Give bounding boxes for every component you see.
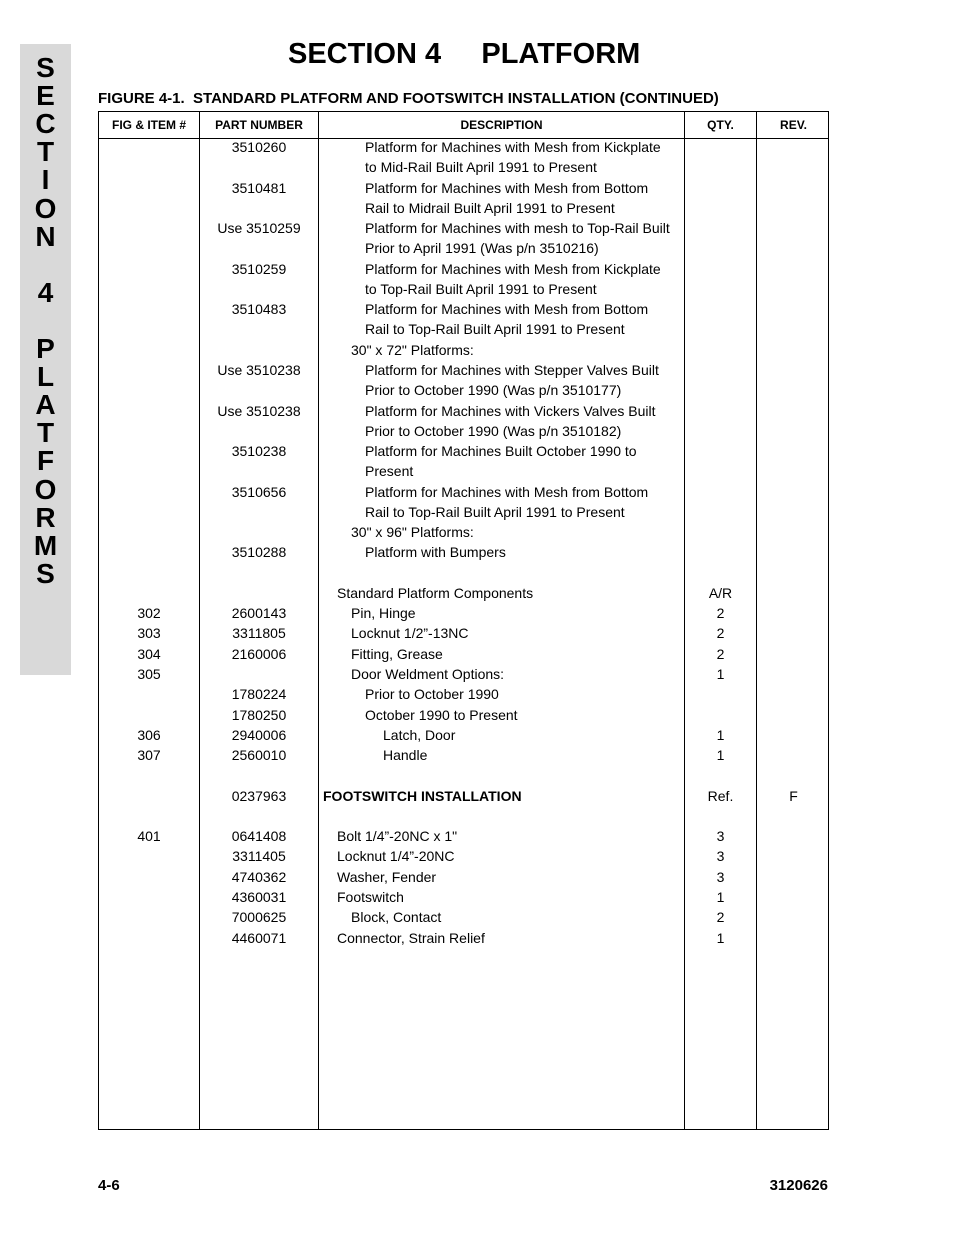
- table-row: [99, 806, 830, 826]
- table-row: [99, 279, 830, 299]
- table-row: [99, 867, 830, 887]
- table-row: [99, 684, 830, 704]
- fig-item-cell: 304: [137, 645, 161, 662]
- table-row: [99, 887, 830, 907]
- description-cell: Platform with Bumpers: [365, 544, 506, 561]
- table-row: [99, 786, 830, 806]
- part-number-cell: 2560010: [231, 747, 287, 764]
- side-tab-letter: F: [36, 445, 55, 477]
- side-tab-letter: S: [36, 557, 55, 589]
- table-row: [99, 259, 830, 279]
- table-row: [99, 360, 830, 380]
- description-cell: Prior to October 1990 (Was p/n 3510182): [365, 422, 622, 439]
- table-row: [99, 137, 830, 157]
- table-row: [99, 644, 830, 664]
- part-number-cell: 1780224: [231, 686, 287, 703]
- description-cell: Footswitch: [337, 888, 404, 905]
- table-row: [99, 299, 830, 319]
- table-row: [99, 725, 830, 745]
- description-cell: Pin, Hinge: [351, 605, 416, 622]
- qty-cell: 1: [716, 888, 725, 905]
- part-number-cell: 3510656: [231, 483, 287, 500]
- table-row: [99, 218, 830, 238]
- column-header-rev: REV.: [780, 118, 807, 132]
- qty-cell: 2: [716, 625, 725, 642]
- table-row: [99, 198, 830, 218]
- description-cell: Prior to April 1991 (Was p/n 3510216): [365, 240, 599, 257]
- part-number-cell: 3510483: [231, 301, 287, 318]
- qty-cell: 1: [716, 726, 725, 743]
- qty-cell: 3: [716, 868, 725, 885]
- description-cell: Rail to Top-Rail Built April 1991 to Present: [365, 503, 625, 520]
- table-row: [99, 340, 830, 360]
- table-row: [99, 623, 830, 643]
- fig-item-cell: 305: [137, 666, 161, 683]
- description-cell: 30" x 72" Platforms:: [351, 341, 474, 358]
- description-cell: Platform for Machines with Mesh from Bottom: [365, 179, 649, 196]
- parts-table: [98, 111, 829, 1130]
- table-row: [99, 846, 830, 866]
- part-number-cell: Use 3510238: [217, 402, 301, 419]
- fig-item-cell: 306: [137, 726, 161, 743]
- description-cell: Platform for Machines with Mesh from Kickplate: [365, 139, 661, 155]
- description-cell: October 1990 to Present: [365, 706, 518, 723]
- column-header-fig-item: FIG & ITEM #: [111, 118, 186, 132]
- qty-cell: 2: [716, 645, 725, 662]
- side-tab-letter: P: [36, 333, 55, 364]
- description-cell: Platform for Machines with Mesh from Kickplate: [365, 260, 661, 277]
- side-tab-letter: R: [35, 501, 56, 533]
- description-cell: FOOTSWITCH INSTALLATION: [323, 787, 522, 804]
- fig-item-cell: 401: [137, 828, 161, 845]
- table-row: [99, 928, 830, 948]
- column-header-part-number: PART NUMBER: [215, 118, 303, 132]
- description-cell: Latch, Door: [383, 726, 456, 743]
- description-cell: Standard Platform Components: [337, 584, 534, 601]
- description-cell: Platform for Machines with Vickers Valves Built: [365, 402, 656, 419]
- qty-cell: 2: [716, 605, 725, 622]
- part-number-cell: 3510481: [231, 179, 287, 196]
- qty-cell: 1: [716, 666, 725, 683]
- table-row: [99, 664, 830, 684]
- part-number-cell: 4360031: [231, 888, 287, 905]
- fig-item-cell: 302: [137, 605, 161, 622]
- figure-title: FIGURE 4-1. STANDARD PLATFORM AND FOOTSWITCH INSTALLATION (CONTINUED): [98, 90, 719, 107]
- description-cell: Platform for Machines with Stepper Valves Built: [365, 361, 659, 378]
- description-cell: Rail to Top-Rail Built April 1991 to Present: [365, 321, 625, 338]
- part-number-cell: Use 3510259: [217, 220, 301, 237]
- description-cell: Door Weldment Options:: [351, 666, 505, 683]
- part-number-cell: 2600143: [231, 605, 287, 622]
- part-number-cell: 3510260: [231, 139, 287, 155]
- side-tab-letter: C: [35, 108, 56, 140]
- table-row: [99, 482, 830, 502]
- description-cell: Bolt 1/4”-20NC x 1": [337, 828, 458, 845]
- table-row: [99, 765, 830, 785]
- table-row: [99, 745, 830, 765]
- side-tab-letter: O: [34, 192, 57, 224]
- table-row: [99, 502, 830, 522]
- qty-cell: A/R: [708, 584, 733, 601]
- qty-cell: 1: [716, 747, 725, 764]
- table-row: [99, 401, 830, 421]
- description-cell: Platform for Machines Built October 1990 to: [365, 443, 637, 460]
- table-row: [99, 583, 830, 603]
- qty-cell: 2: [716, 909, 725, 926]
- column-header-description: DESCRIPTION: [460, 118, 543, 132]
- description-cell: Block, Contact: [351, 909, 442, 926]
- qty-cell: Ref.: [707, 787, 734, 804]
- table-row: [99, 157, 830, 177]
- column-header-qty: QTY.: [707, 118, 734, 132]
- description-cell: Prior to October 1990 (Was p/n 3510177): [365, 382, 622, 399]
- part-number-cell: 0641408: [231, 828, 287, 845]
- part-number-cell: 3311805: [232, 625, 286, 642]
- description-cell: Washer, Fender: [337, 868, 437, 885]
- description-cell: Locknut 1/4”-20NC: [337, 848, 455, 865]
- side-tab-letter: A: [35, 389, 56, 421]
- part-number-cell: 7000625: [231, 909, 287, 926]
- part-number-cell: Use 3510238: [217, 361, 301, 378]
- description-cell: Platform for Machines with Mesh from Bottom: [365, 301, 649, 318]
- description-cell: 30" x 96" Platforms:: [351, 524, 474, 541]
- table-row: [99, 319, 830, 339]
- part-number-cell: 2940006: [231, 726, 287, 743]
- part-number-cell: 3311405: [232, 848, 286, 865]
- table-row: [99, 826, 830, 846]
- description-cell: Platform for Machines with Mesh from Bottom: [365, 483, 649, 500]
- table-row: [99, 441, 830, 461]
- side-tab-letter: M: [33, 529, 58, 561]
- fig-item-cell: 303: [137, 625, 161, 642]
- part-number-cell: 4740362: [231, 868, 287, 885]
- part-number-cell: 0237963: [231, 787, 287, 804]
- description-cell: Rail to Midrail Built April 1991 to Present: [365, 199, 615, 216]
- description-cell: Fitting, Grease: [351, 645, 443, 662]
- table-row: [99, 238, 830, 258]
- side-tab-letter: 4: [37, 276, 54, 308]
- document-number: 3120626: [769, 1177, 828, 1194]
- qty-cell: 1: [716, 929, 725, 946]
- table-row: [99, 542, 830, 562]
- fig-item-cell: 307: [137, 747, 161, 764]
- description-cell: to Top-Rail Built April 1991 to Present: [365, 280, 597, 297]
- description-cell: Prior to October 1990: [365, 686, 499, 703]
- table-row: [99, 522, 830, 542]
- description-cell: Handle: [383, 747, 428, 764]
- description-cell: Present: [365, 463, 414, 480]
- table-row: [99, 178, 830, 198]
- qty-cell: 3: [716, 828, 725, 845]
- part-number-cell: 3510288: [231, 544, 287, 561]
- side-tab-letter: N: [35, 220, 56, 252]
- qty-cell: 3: [716, 848, 725, 865]
- table-row: [99, 705, 830, 725]
- page-number: 4-6: [98, 1177, 120, 1194]
- section-side-tab: [20, 44, 71, 675]
- description-cell: to Mid-Rail Built April 1991 to Present: [365, 159, 597, 176]
- table-row: [99, 461, 830, 481]
- description-cell: Connector, Strain Relief: [337, 929, 485, 946]
- description-cell: Locknut 1/2”-13NC: [351, 625, 469, 642]
- side-tab-letter: S: [36, 52, 55, 83]
- side-tab-letter: E: [36, 80, 55, 112]
- section-title: SECTION 4 PLATFORM: [288, 38, 641, 70]
- table-row: [99, 907, 830, 927]
- part-number-cell: 2160006: [231, 645, 287, 662]
- description-cell: Platform for Machines with mesh to Top-Rail Built: [365, 220, 670, 237]
- side-tab-letter: L: [36, 361, 55, 393]
- side-tab-letter: I: [41, 164, 50, 196]
- table-row: [99, 563, 830, 583]
- part-number-cell: 4460071: [231, 929, 287, 946]
- side-tab-letter: T: [36, 417, 55, 449]
- table-row: [99, 421, 830, 441]
- side-tab-letter: T: [36, 136, 55, 168]
- part-number-cell: 3510238: [231, 443, 287, 460]
- part-number-cell: 3510259: [231, 260, 287, 277]
- side-tab-letter: O: [34, 473, 57, 505]
- rev-cell: F: [789, 787, 798, 804]
- table-row: [99, 380, 830, 400]
- part-number-cell: 1780250: [231, 706, 287, 723]
- table-row: [99, 603, 830, 623]
